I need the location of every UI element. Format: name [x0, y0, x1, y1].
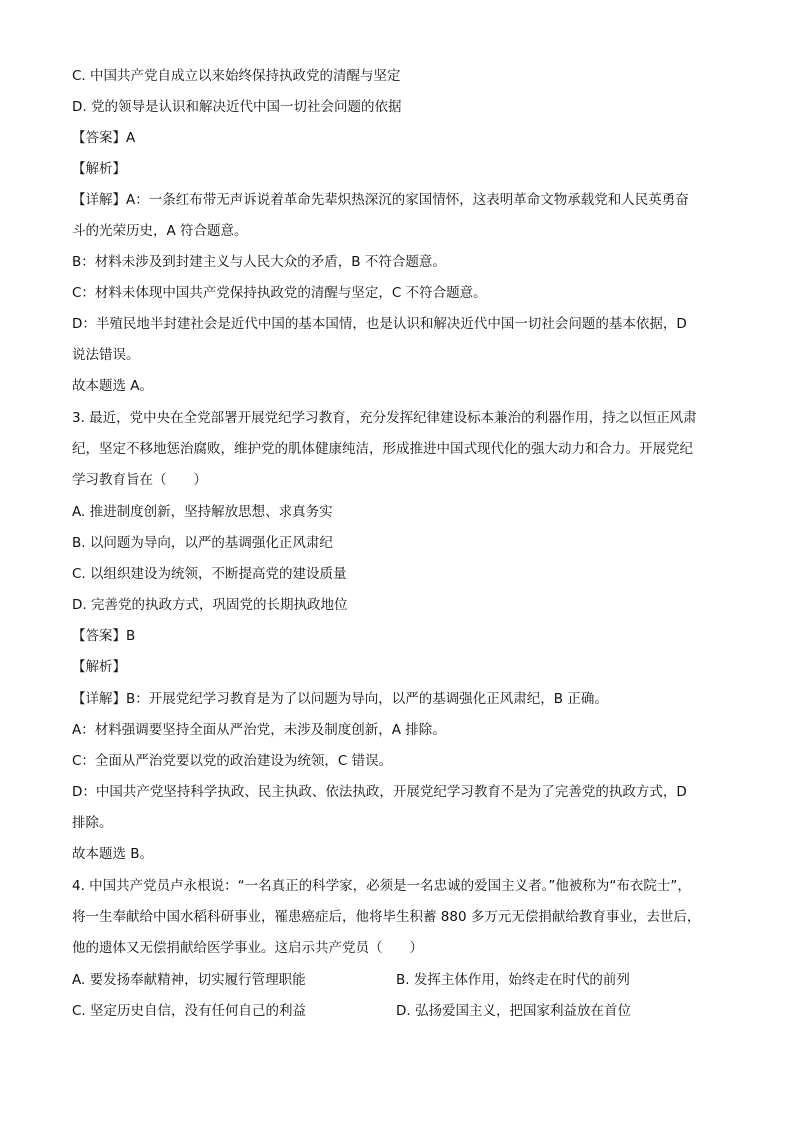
q2-detail-line: C：材料未体现中国共产党保持执政党的清醒与坚定，C 不符合题意。 — [72, 285, 487, 301]
q3-detail-line: 【详解】B：开展党纪学习教育是为了以问题为导向，以严的基调强化正风肃纪，B 正确。 — [72, 691, 608, 707]
q2-detail-line: 【详解】A：一条红布带无声诉说着革命先辈炽热深沉的家国情怀，这表明革命文物承载党和人民英勇奋 — [72, 192, 689, 208]
q4-option-b: B. 发挥主体作用，始终走在时代的前列 — [396, 972, 630, 988]
q2-conclusion: 故本题选 A。 — [72, 378, 154, 394]
q3-detail-line: C：全面从严治党要以党的政治建设为统领，C 错误。 — [72, 753, 393, 769]
q3-detail-line: 排除。 — [72, 815, 113, 831]
q4-stem-line: 4. 中国共产党员卢永根说：“一名真正的科学家，必须是一名忠诚的爱国主义者。”他被称为“布衣院士”， — [72, 878, 691, 894]
q2-detail-line: 说法错误。 — [72, 347, 140, 363]
q2-answer: 【答案】A — [72, 130, 136, 146]
q3-stem-line: 纪，坚定不移地惩治腐败，维护党的肌体健康纯洁，形成推进中国式现代化的强大动力和合力。开展党纪 — [72, 441, 693, 457]
q3-answer: 【答案】B — [72, 628, 136, 644]
q4-option-d: D. 弘扬爱国主义，把国家利益放在首位 — [396, 1003, 631, 1019]
q3-option-b: B. 以问题为导向，以严的基调强化正风肃纪 — [72, 535, 333, 551]
q3-stem-line: 3. 最近，党中央在全党部署开展党纪学习教育，充分发挥纪律建设标本兼治的利器作用，持之以恒正风肃 — [72, 410, 697, 426]
q4-option-c: C. 坚定历史自信，没有任何自己的利益 — [72, 1003, 307, 1019]
q3-detail-line: D：中国共产党坚持科学执政、民主执政、依法执政，开展党纪学习教育不是为了完善党的执政方式，D — [72, 784, 687, 800]
q2-detail-line: D：半殖民地半封建社会是近代中国的基本国情，也是认识和解决近代中国一切社会问题的基本依据，D — [72, 316, 687, 332]
q4-stem-line: 将一生奉献给中国水稻科研事业，罹患癌症后，他将毕生积蓄 880 多万元无偿捐献给教育事业，去世后， — [72, 909, 701, 925]
q2-option-d: D. 党的领导是认识和解决近代中国一切社会问题的依据 — [72, 99, 402, 115]
q3-option-a: A. 推进制度创新，坚持解放思想、求真务实 — [72, 504, 333, 520]
q4-stem-line: 他的遗体又无偿捐献给医学事业。这启示共产党员（ ） — [72, 940, 423, 956]
q2-option-c: C. 中国共产党自成立以来始终保持执政党的清醒与坚定 — [72, 68, 401, 84]
q3-option-c: C. 以组织建设为统领，不断提高党的建设质量 — [72, 566, 347, 582]
q3-stem-line: 学习教育旨在（ ） — [72, 472, 207, 488]
q2-analysis-label: 【解析】 — [72, 161, 126, 177]
q3-option-d: D. 完善党的执政方式，巩固党的长期执政地位 — [72, 597, 348, 613]
q4-option-a: A. 要发扬奉献精神，切实履行管理职能 — [72, 972, 306, 988]
q3-detail-line: A：材料强调要坚持全面从严治党，未涉及制度创新，A 排除。 — [72, 722, 446, 738]
q2-detail-line: 斗的光荣历史，A 符合题意。 — [72, 223, 248, 239]
q3-analysis-label: 【解析】 — [72, 659, 126, 675]
q2-detail-line: B：材料未涉及到封建主义与人民大众的矛盾，B 不符合题意。 — [72, 254, 446, 270]
q3-conclusion: 故本题选 B。 — [72, 846, 154, 862]
